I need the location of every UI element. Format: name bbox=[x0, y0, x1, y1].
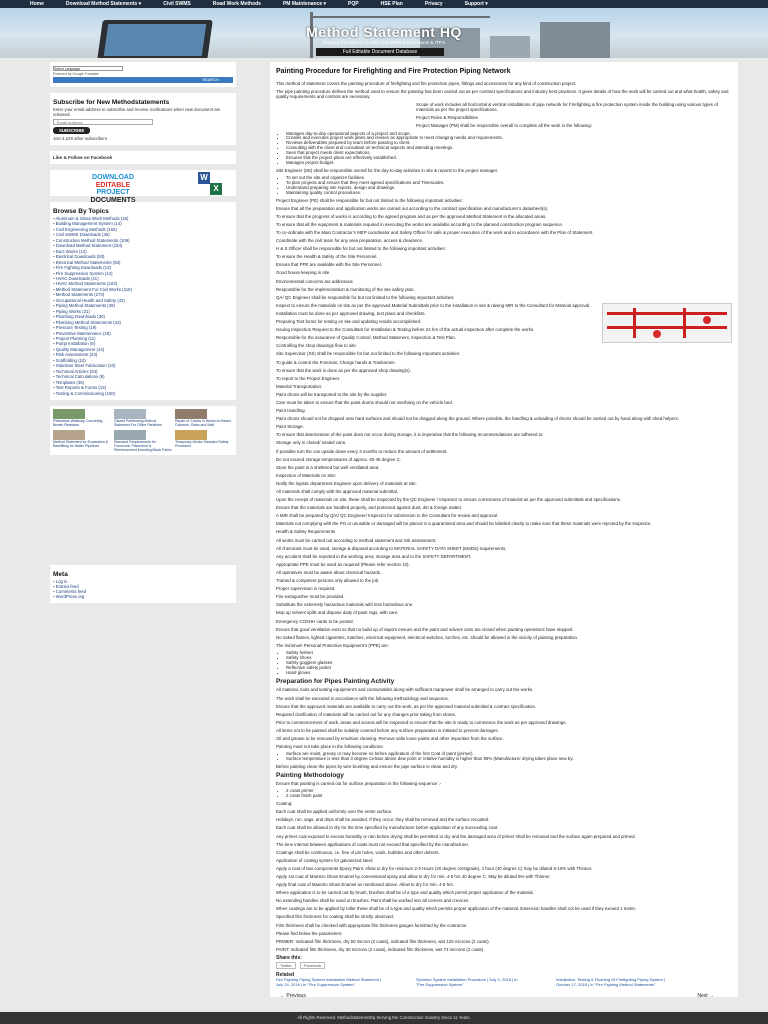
translate-search-widget bbox=[50, 62, 236, 87]
share-buttons bbox=[276, 962, 732, 969]
article-paragraph: Environmental concerns are addressed. bbox=[276, 278, 354, 284]
article-paragraph: Material Transportation: bbox=[276, 383, 323, 389]
topics-list bbox=[53, 216, 233, 396]
article-paragraph: Health & Safety Requirements bbox=[276, 529, 336, 535]
nav-item[interactable]: HSE Plan bbox=[380, 1, 403, 7]
article-paragraph: Before painting clean the pipes by wire brushing and ensure the pipe surface is clean and dry. bbox=[276, 763, 458, 769]
article-paragraph: Notify the logistic department Engineer upon delivery of materials at site. bbox=[276, 480, 417, 486]
post-caption[interactable]: Standard Requirements for Formwork, Placement & Reinforcement including Block Fabric bbox=[114, 439, 172, 452]
topic-link[interactable]: ▪ Scaffolding (10) bbox=[53, 358, 233, 363]
list-item: • Creates and executes project work plans and revises as appropriate to meet changing needs and requirements. bbox=[286, 136, 732, 141]
featured-post[interactable] bbox=[53, 430, 111, 452]
article-paragraph: If possible turn the can upside down every 3 months to reduce the amount of settlement. bbox=[276, 448, 448, 454]
list-item: • Reflective safety jacket bbox=[286, 666, 732, 671]
article-paragraph: Controlling the shop drawings flow to site. bbox=[276, 343, 358, 349]
nav-item[interactable]: PM Maintenance ▾ bbox=[282, 1, 327, 7]
article-paragraph: All items not to be painted shall be suitably covered before any surface preparation is initiated to prevent damages. bbox=[276, 727, 499, 733]
pipe-graphic bbox=[607, 326, 727, 329]
email-field[interactable]: Email Address bbox=[53, 119, 153, 125]
article-paragraph: The pipe painting procedure defines the method used to ensure the painting has been carried out as per contract specifications and industry best practices. It gives details of how the work will be carried out and what health, safety and quality requirements and controls are necessary. bbox=[276, 88, 729, 99]
article-paragraph: Issuing Inspection Request to the Consultant for Installation & Testing before 24 hrs of the actual inspection after complete the works. bbox=[276, 327, 535, 333]
nav-item[interactable]: Privacy bbox=[424, 1, 443, 7]
article-paragraph: Project Manager (PM) shall be responsible overall to complete all the work in the following: bbox=[416, 123, 592, 129]
featured-post[interactable] bbox=[114, 430, 172, 452]
article-paragraph: Apply 1st coat of Maestro Gloss Enamel by conventional spray and allow to dry for min. 4-5 hrs 40 degree C. May be diluted 5% with Thinner. bbox=[276, 874, 551, 880]
topic-link[interactable]: ▪ Quality Management (44) bbox=[53, 347, 233, 352]
article-paragraph: Coating: bbox=[276, 801, 293, 807]
meta-title: Meta bbox=[53, 570, 68, 578]
topic-link[interactable]: ▪ Building Management System (14) bbox=[53, 221, 233, 226]
topic-link[interactable]: ▪ Duct Works (13) bbox=[53, 249, 233, 254]
topic-link[interactable]: ▪ Pump Installation (6) bbox=[53, 341, 233, 346]
article-paragraph: Responsible for the assurance of Quality Control, Method Statement, Inspection & Test Plan. bbox=[276, 335, 456, 341]
fire-pipe-photo bbox=[602, 303, 732, 343]
related-post-link[interactable]: Fire Fighting Piping System Installation Method Statement | July 24, 2018 | In "Fire Suppression System" bbox=[276, 977, 382, 987]
article-paragraph: Proper supervision is required. bbox=[276, 586, 336, 592]
topic-link[interactable]: ▪ Occupational Health and Safety (42) bbox=[53, 298, 233, 303]
article-paragraph: Prior to commencement of work, areas and access will be inspected to ensure that the site is ready to commence the work as per approved drawings. bbox=[276, 719, 567, 725]
article-paragraph: Painting must not take place in the following conditions: bbox=[276, 744, 384, 750]
post-thumbnail[interactable] bbox=[53, 409, 85, 419]
related-post-link[interactable]: Installation, Testing & Flushing Of Firefighting Piping System | October 17, 2018 | In "Fire Fighting Method Statements" bbox=[556, 977, 666, 987]
list-item: • 2 coats primer bbox=[286, 789, 732, 794]
post-caption[interactable]: Repair of Cracks in Works on Beam, Columns, Slabs and Wall bbox=[175, 418, 232, 427]
topic-link[interactable]: ▪ HVAC Method Statements (103) bbox=[53, 281, 233, 286]
previous-post-link[interactable]: ← Previous bbox=[280, 993, 306, 999]
article-paragraph: Ensure that the materials are handled properly, and protected against dust, dirt & foreign matter. bbox=[276, 505, 463, 511]
article-paragraph: To ensure that all the equipment & materials required in executing the works are available according to the planned construction program sequence. bbox=[276, 221, 564, 227]
facebook-share-button[interactable]: Facebook bbox=[300, 962, 326, 969]
twitter-share-button[interactable]: Twitter bbox=[276, 962, 296, 969]
article-paragraph: Installation must be done as per approved drawing, test plans and checklists. bbox=[276, 310, 426, 316]
list-item: • Surface temperature is less than 3 degree Celsius above dew point or relative humidity is higher than 85% (Manufacturer drying takes place new by. bbox=[286, 757, 732, 762]
article-paragraph: Apply a coat of two components Epoxy Paint. Allow to dry for minimum 2-3 Hours (20 degree centigrade), 1 hour (40 degree C) may be diluted 5-10% with Thinner. bbox=[276, 865, 593, 871]
nav-item[interactable]: Civil SWMS bbox=[163, 1, 191, 7]
list-item: • Sees that project meets client expectations. bbox=[286, 151, 732, 156]
meta-link[interactable]: ▪ Comments feed bbox=[53, 589, 233, 594]
article-paragraph: Care must be taken to ensure that the paint drums should not overhang on the vehicle bed. bbox=[276, 399, 453, 405]
list-item: • To set out the site and organize facilities. bbox=[286, 176, 732, 181]
list-item: • Manages day-to-day operational aspects of a project and scope. bbox=[286, 132, 732, 137]
topic-link[interactable]: ▪ Civil Engineering Methods (150) bbox=[53, 227, 233, 232]
featured-posts-grid bbox=[50, 406, 236, 455]
topic-link[interactable]: ▪ Piping Works (31) bbox=[53, 309, 233, 314]
ad-line: DOWNLOAD bbox=[92, 174, 134, 181]
article-paragraph: Site Engineer (SE) shall be responsible overall for the day-to-day activities in site & reports to the project manager. bbox=[276, 167, 499, 173]
article-paragraph: To co-ordinate with the Main Contractor’s MEP coordinator and Safety Officer for safe & proper execution of the work and in accordance with the Plan of Statement. bbox=[276, 230, 594, 235]
language-select[interactable]: Select Language bbox=[53, 66, 123, 71]
article-paragraph: To report to the Project Engineer. bbox=[276, 375, 341, 381]
topic-link[interactable]: ▪ Plumbing Downloads (30) bbox=[53, 314, 233, 319]
article-paragraph: Paint drums will be transported to the site by the supplier. bbox=[276, 391, 388, 397]
list-item: • Understand preparing site reports, design and drawings. bbox=[286, 186, 732, 191]
topic-link[interactable]: ▪ Method Statements (273) bbox=[53, 292, 233, 297]
pipe-graphic bbox=[607, 312, 727, 315]
post-navigation bbox=[280, 993, 714, 999]
article-paragraph: Do not exceed storage temperatures of approx. 40-45 degree C. bbox=[276, 456, 401, 462]
article-paragraph: All chemicals must be used, storage & disposal according to MATERIAL SAFETY DATA SHEET (MSDS) requirements. bbox=[276, 545, 507, 551]
article-paragraph: No naked flames, lighted cigarettes, matches, electrical equipment, electrical switches, torches, etc. should be allowed in the vicinity of painting preparation. bbox=[276, 634, 579, 640]
article-paragraph: Appropriate PPE must be used as required (Please refer section 10). bbox=[276, 561, 410, 567]
article-paragraph: All material, tools and testing equipment’s and consumables along with sufficient manpower shall be arranged to carry out the works. bbox=[276, 687, 534, 693]
site-tagline: Bringing the ease to Quality HSE Method Statements & ITP’s bbox=[323, 40, 445, 45]
list-item: • To plan projects and ensure that they meet agreed specifications and Timescales. bbox=[286, 181, 732, 186]
meta-widget bbox=[50, 565, 236, 603]
nav-item[interactable]: Support ▾ bbox=[464, 1, 488, 7]
valve-graphic bbox=[703, 316, 711, 324]
section-heading: Preparation for Pipes Painting Activity bbox=[276, 678, 395, 686]
article-paragraph: Mop up solvent spills and dispose daily of paint rags, with care. bbox=[276, 610, 399, 616]
article-paragraph: Ensure that the approved materials are available to carry out the work, as per the approved material submittal & contract specification. bbox=[276, 703, 537, 709]
ad-line: EDITABLE bbox=[95, 181, 131, 189]
post-caption[interactable]: Method Statement for Excavation & Backfilling for Water Pipelines bbox=[53, 439, 109, 448]
article-paragraph: Each coat shall be allowed to dry for the time specified by manufacturer before application of any succeeding coat. bbox=[276, 825, 499, 831]
article-paragraph: Site Supervisor (SS) shall be responsible for but not limited to the following important activities: bbox=[276, 351, 461, 357]
pm-list bbox=[286, 132, 732, 166]
list-item: • 2 coats finish paint bbox=[286, 794, 732, 799]
top-navigation bbox=[0, 0, 768, 8]
database-banner[interactable]: Full Editable Document Database bbox=[316, 48, 444, 56]
article-paragraph: Trained & competent persons only allowed to the job. bbox=[276, 578, 380, 584]
post-thumbnail[interactable] bbox=[114, 409, 146, 419]
list-item: • Hand gloves bbox=[286, 671, 732, 676]
nav-item[interactable]: Download Method Statements ▾ bbox=[65, 1, 142, 7]
article-paragraph: Upon the receipt of materials on site, these shall be inspected by the QC Engineer / Inspector to ensure correctness of material as per the approved submittals and specifications. bbox=[276, 497, 622, 503]
article-paragraph: Paint Handling: bbox=[276, 408, 306, 414]
topics-widget bbox=[50, 202, 236, 400]
article-paragraph: Holidays, run, sags, and drips shall be avoided. If they occur, they shall be removed and the surface recoated. bbox=[276, 817, 490, 823]
article-paragraph: Coatings shall be continuous, i.e. free of pin holes, voids, bubbles and other defects. bbox=[276, 849, 440, 855]
post-caption[interactable]: Pedestrian Walkway Concreting - Breath Resistant bbox=[53, 418, 105, 427]
post-thumbnail[interactable] bbox=[53, 430, 85, 440]
article-paragraph: H & S Officer shall be responsible for but not limited to the following important activities: bbox=[276, 246, 446, 252]
list-item: • Reviews deliverables prepared by team before passing to client. bbox=[286, 141, 732, 146]
article-paragraph: Storage only in closed/ sealed cans. bbox=[276, 440, 347, 446]
list-item: • Consulting with the client and consultant on technical aspects and attending meetings. bbox=[286, 146, 732, 151]
topic-link[interactable]: ▪ Download Method Statement (154) bbox=[53, 243, 233, 248]
article-paragraph: Ensure that PPE are available with the Site Personnel. bbox=[276, 262, 382, 268]
list-item: • Safety goggles/ glasses bbox=[286, 661, 732, 666]
related-posts bbox=[276, 978, 732, 987]
meta-list bbox=[53, 579, 233, 599]
subscribe-widget bbox=[50, 93, 236, 145]
article-paragraph: Any accident shall be reported in the working area, storage area and to the SAFETY DEPARTMENT. bbox=[276, 553, 472, 559]
site-title[interactable]: Method Statement HQ bbox=[306, 24, 462, 40]
article-paragraph: PAINT: Indicated film thickness, dry 30 microns (2 coats), indicated film thickness, wet 73 microns (2 coats). bbox=[276, 946, 485, 952]
topic-link[interactable]: ▪ Plumbing Method Statements (43) bbox=[53, 320, 233, 325]
article-paragraph: A MIR shall be prepared by Q/A/ QC Engineer/ Inspector for submission to the Consultant for review and approval. bbox=[276, 513, 499, 519]
article-paragraph: Ensure that all the preparation and application works are carried out according to the contract specification and manufacturer’s datasheet(s). bbox=[276, 205, 549, 211]
coats-list bbox=[286, 789, 732, 799]
section-heading: Painting Methodology bbox=[276, 772, 344, 780]
article-paragraph: Fire extinguisher must be provided. bbox=[276, 594, 345, 600]
topic-link[interactable]: ▪ Risk Assessment (23) bbox=[53, 352, 233, 357]
article-paragraph: Inspect to ensure the materials on site as per the approved Material Submittals prior to the installation in site & raising MIR to the Consultant for Material approval. bbox=[276, 302, 591, 308]
post-thumbnail[interactable] bbox=[175, 430, 207, 440]
featured-post[interactable] bbox=[175, 409, 233, 427]
conditions-list bbox=[286, 752, 732, 762]
post-thumbnail[interactable] bbox=[175, 409, 207, 419]
search-button[interactable]: SEARCH bbox=[53, 77, 233, 83]
article-paragraph: Substitute the extremely hazardous materials with less hazardous one. bbox=[276, 602, 414, 608]
list-item: • Manages project budget. bbox=[286, 161, 732, 166]
next-post-link[interactable]: Next → bbox=[697, 993, 714, 999]
article-paragraph: Store the paint in a sheltered but well ventilated area. bbox=[276, 464, 380, 470]
article-paragraph: Where application is to be carried out by brush, brushes shall be of a type and quality which permit proper application of the material. bbox=[276, 890, 534, 896]
article-paragraph: Materials not complying with the PO or unusable or damaged will be placed in a quarantined area and should be labelled clearly to make sure that these materials were rejected by the Inspector. bbox=[276, 521, 652, 527]
article-paragraph: Ensure that good ventilation exist so that no build up of vapors ensues and the paint and solvent cans are closed when painting operations have stopped. bbox=[276, 626, 574, 632]
article-paragraph: To guide & control the Foreman, Charge hands & Tradesmen. bbox=[276, 359, 396, 365]
topic-link[interactable]: ▪ Civil SWMS Downloads (36) bbox=[53, 232, 233, 237]
article-paragraph: To ensure that the work is done as per the approved shop drawing(s). bbox=[276, 367, 411, 373]
ad-line: DOCUMENTS bbox=[90, 196, 136, 204]
meta-link[interactable]: ▪ Log in bbox=[53, 579, 233, 584]
article-title: Painting Procedure for Firefighting and Fire Protection Piping Network bbox=[276, 68, 511, 75]
topic-link[interactable]: ▪ Technical Articles (53) bbox=[53, 369, 233, 374]
topic-link[interactable]: ▪ Aluminum & Glass Work Methods (15) bbox=[53, 216, 233, 221]
topic-link[interactable]: ▪ Stainless Steel Fabrication (10) bbox=[53, 363, 233, 368]
article-paragraph: When coatings are to be applied by roller these shall be of a type and quality which permits proper application of the material. Extension handles shall not be used if they exceed 1 meter. bbox=[276, 906, 636, 912]
roles-heading: Project Roles & Responsibilities bbox=[416, 115, 478, 121]
article-paragraph: All operatives must be aware about chemical hazards. bbox=[276, 569, 382, 575]
article-paragraph: The work shall be executed in accordance with the following methodology and sequence. bbox=[276, 695, 450, 701]
excel-icon: X bbox=[210, 183, 222, 195]
facebook-link[interactable]: Like & Follow on Facebook bbox=[53, 155, 113, 160]
valve-graphic bbox=[653, 330, 661, 338]
article-paragraph: Responsible for the implementation & monitoring of the site safety plan. bbox=[276, 286, 415, 292]
topic-link[interactable]: ▪ Fire Suppression System (14) bbox=[53, 271, 233, 276]
related-post-link[interactable]: Sprinkler System Installation Procedure | July 4, 2018 | In "Fire Suppression System" bbox=[416, 977, 518, 987]
article-paragraph: Oil and grease to be removed by emulsion cleaning. Remove salts loose paints and other impurities from the surface. bbox=[276, 735, 504, 741]
crane-arm-graphic bbox=[310, 16, 490, 18]
article-paragraph: Ensure that painting is carried out for surface preparation in the following sequence :- bbox=[276, 781, 442, 787]
article-paragraph: Paint Storage: bbox=[276, 424, 304, 430]
meta-link[interactable]: ▪ WordPress.org bbox=[53, 594, 233, 599]
download-documents-ad[interactable] bbox=[50, 170, 236, 204]
article-paragraph: Film thickness shall be checked with appropriate film thickness gauges furnished by the contractor. bbox=[276, 922, 468, 928]
article-paragraph: Coordinate with the civil team for any area preparation, access & clearance. bbox=[276, 238, 424, 244]
article-paragraph: Paint drums should not be dropped onto hard surfaces and should not be dragged along the ground. Where possible, the handling & unloading of drums should be carried out by hand along with shed helpers. bbox=[276, 416, 679, 422]
article-paragraph: The time interval between applications of coats must not exceed that specified by the manufacturer. bbox=[276, 841, 470, 847]
subscribe-title: Subscribe for New Methodstatements bbox=[53, 99, 170, 106]
list-item: • Maintaining quality control procedures. bbox=[286, 191, 732, 196]
article-paragraph: Application of coating system for galvanized steel: bbox=[276, 857, 374, 863]
topic-link[interactable]: ▪ HVAC Downloads (41) bbox=[53, 276, 233, 281]
list-item: • Ensures that the project plans are effectively established. bbox=[286, 156, 732, 161]
topic-link[interactable]: ▪ Templates (35) bbox=[53, 380, 233, 385]
article-paragraph: Any primer coat exposed to excess humidity or rain before drying shall be permitted to dry and the damaged area of primer shall be removed and the surface again prepared and primed. bbox=[276, 833, 636, 839]
translate-credit: Powered by Google Translate bbox=[53, 72, 100, 76]
facebook-widget bbox=[50, 151, 236, 164]
article-paragraph: All works must be carried out according to method statement and risk assessment. bbox=[276, 537, 437, 543]
topic-link[interactable]: ▪ Pressure Testing (19) bbox=[53, 325, 233, 330]
topic-link[interactable]: ▪ Electrical Downloads (83) bbox=[53, 254, 233, 259]
ad-line: PROJECT bbox=[96, 189, 130, 196]
se-list bbox=[286, 176, 732, 196]
sidebar bbox=[50, 62, 236, 609]
share-title: Share this: bbox=[276, 955, 302, 962]
article bbox=[270, 62, 738, 997]
article-paragraph: To ensure the Health & Safety of the Site Personnel. bbox=[276, 254, 378, 260]
article-intro: This method of statement covers the painting procedure of firefighting and fire protection pipes, fittings and accessories for any kind of construction project. bbox=[276, 80, 577, 86]
topic-link[interactable]: ▪ Method Statement For Civil Works (118) bbox=[53, 287, 233, 292]
article-paragraph: No extending handles shall be used on brushes. Paint shall be worked into all corners and crevices. bbox=[276, 898, 470, 904]
featured-post[interactable] bbox=[114, 409, 172, 427]
topic-link[interactable]: ▪ Fire Fighting Downloads (13) bbox=[53, 265, 233, 270]
topic-link[interactable]: ▪ Construction Method Statements (109) bbox=[53, 238, 233, 243]
article-paragraph: Required clarification of materials will be carried out for any changes prior taking from stores. bbox=[276, 711, 457, 717]
featured-post[interactable] bbox=[53, 409, 111, 427]
article-paragraph: Project Engineer (PE) shall be responsible for but not limited to the following important activities: bbox=[276, 197, 463, 203]
site-header bbox=[0, 8, 768, 58]
article-paragraph: PRIMER: Indicated film thickness, dry 50 micron (2 coats), indicated film thickness, wet 125 microns (2 coats). bbox=[276, 938, 490, 944]
list-item: • Surface are moist, greasy or may become so before application of the first Coat of paint (primer). bbox=[286, 752, 732, 757]
subscribe-text: Enter your email address to subscribe and receive notifications when new document are released. bbox=[53, 107, 221, 117]
topic-link[interactable]: ▪ Electrical Method Statements (83) bbox=[53, 260, 233, 265]
subscribe-button[interactable]: SUBSCRIBE bbox=[53, 127, 90, 134]
list-item: • Safety shoes bbox=[286, 656, 732, 661]
list-item: • Safety helmet bbox=[286, 651, 732, 656]
post-caption[interactable]: Temporary Works Standard Safety Procedure bbox=[175, 439, 229, 448]
topic-link[interactable]: ▪ Piping Method Statements (39) bbox=[53, 303, 233, 308]
article-paragraph: Emergency COSHH cards to be posted. bbox=[276, 618, 354, 624]
ppe-list bbox=[286, 651, 732, 676]
pipe-graphic bbox=[633, 308, 636, 338]
topics-title: Browse By Topics bbox=[53, 208, 109, 215]
topic-link[interactable]: ▪ Project Planning (11) bbox=[53, 336, 233, 341]
article-paragraph: Scope of work includes all horizontal & vertical installations of pipe network for Firefighting & fire protection system inside the building using various types of materials as per the project specifications. bbox=[416, 101, 718, 113]
meta-link[interactable]: ▪ Entries feed bbox=[53, 584, 233, 589]
article-paragraph: QA/ QC Engineer shall be responsible for but not limited to the following important activities: bbox=[276, 294, 455, 300]
article-paragraph: Apply final coat of Maestro Gloss Enamel as mentioned above. Allow to dry for min. 4-5 hrs. bbox=[276, 882, 454, 888]
site-footer: All Rights Reserved. Methodstatementhq Serving the Construction Industry Since 11 Years. bbox=[0, 1012, 768, 1024]
article-paragraph: Please find below the parameters: bbox=[276, 930, 343, 936]
pipe-graphic bbox=[683, 308, 686, 338]
post-thumbnail[interactable] bbox=[114, 430, 146, 440]
article-paragraph: All materials shall comply with the approved material submittal. bbox=[276, 489, 399, 494]
article-paragraph: To ensure that deterioration of the paint does not occur during storage, it is imperative that the following recommendations are adhered to: bbox=[276, 432, 544, 438]
topic-link[interactable]: ▪ Technical Calculations (9) bbox=[53, 374, 233, 379]
topic-link[interactable]: ▪ Test Reports & Forms (15) bbox=[53, 385, 233, 390]
nav-item[interactable]: Home bbox=[30, 1, 44, 7]
nav-item[interactable]: Road Work Methods bbox=[212, 1, 261, 7]
topic-link[interactable]: ▪ Testing & Commissioning (100) bbox=[53, 391, 233, 396]
article-paragraph: Specified film thickness for coating shall be strictly observed. bbox=[276, 914, 394, 920]
word-icon: W bbox=[198, 172, 210, 184]
featured-post[interactable] bbox=[175, 430, 233, 452]
subscriber-count: Join 4,229 other subscribers bbox=[53, 136, 107, 141]
related-title: Related bbox=[276, 972, 295, 979]
article-paragraph: To ensure that the progress of works is according to the agreed program and as per the approved Method Statement in the allocated areas. bbox=[276, 213, 547, 219]
article-paragraph: Preparing Test forms for testing on site and updating results accomplished. bbox=[276, 319, 422, 325]
article-paragraph: Inspection of Materials on Site: bbox=[276, 472, 337, 478]
article-paragraph: Each coat shall be applied uniformly over the entire surface. bbox=[276, 809, 393, 815]
article-paragraph: Good house keeping in site. bbox=[276, 270, 331, 276]
topic-link[interactable]: ▪ Preventive Maintenance (18) bbox=[53, 331, 233, 336]
nav-item[interactable]: PQP bbox=[348, 1, 359, 7]
article-paragraph: The minimum Personal Protective Equipment’s (PPE) are: bbox=[276, 642, 389, 648]
post-caption[interactable]: Glazed Partitioning Method Statement For Office Partitions bbox=[114, 418, 162, 427]
